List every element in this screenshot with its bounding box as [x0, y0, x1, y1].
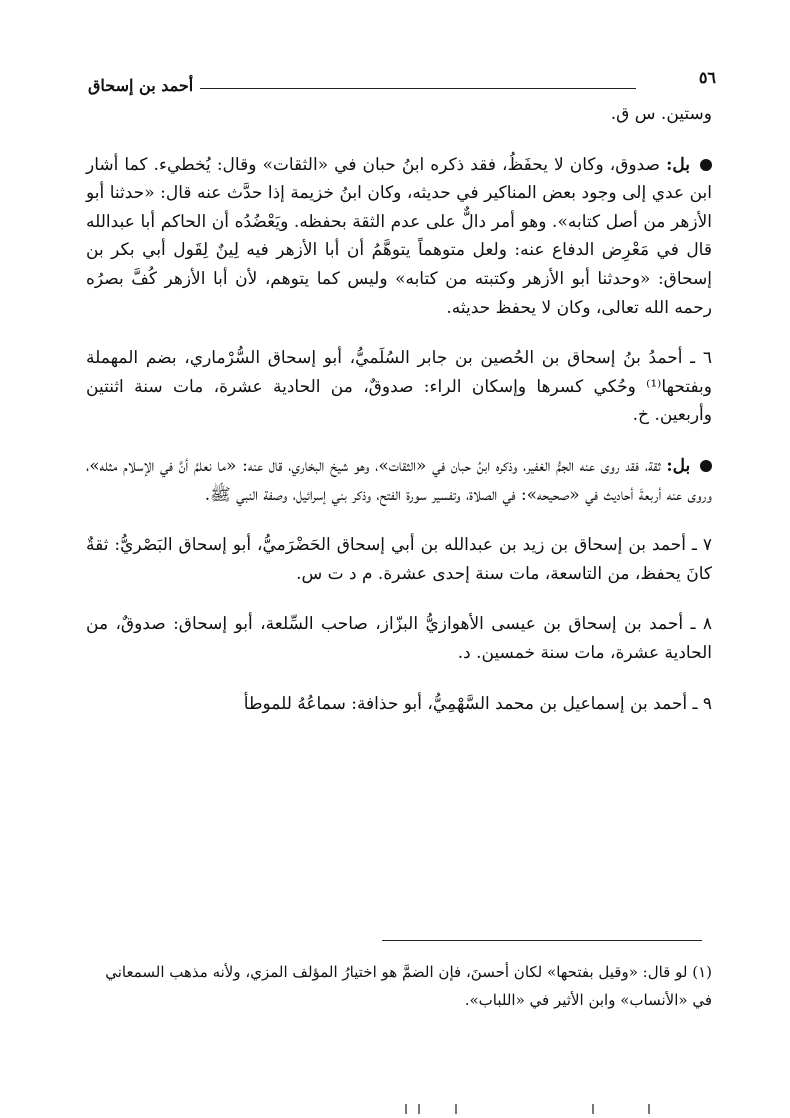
paragraph-text: ٦ ـ أحمدُ بنُ إسحاق بن الحُصين بن جابر السُلَميُّ، أبو إسحاق السُّرْماري، بضم المهملة وبفتحها⁽¹⁾ وحُكي كسرها وإسكان الراء: صدوقٌ، من الحادية عشرة، مات سنة اثنتين وأربعين. خ.	[86, 348, 712, 426]
bullet-icon	[700, 460, 712, 472]
main-text	[86, 100, 712, 718]
entry-paragraph	[86, 690, 712, 719]
entry-paragraph	[86, 531, 712, 588]
paragraph-text: صدوق، وكان لا يحفَظُ، فقد ذكره ابنُ حبان في «الثقات» وقال: يُخطيء. كما أشار ابن عدي إلى وجود بعض المناكير في حديثه، وكان ابنُ خزيمة إذا حدَّث عنه قال: «حدثنا أبو الأزهر من أصل كتابه». وهو أمر دالٌّ على عدم الثقة بحفظه. ويَعْضُدُه أن الحاكم أبا عبدالله قال في مَعْرِض الدفاع عنه: ولعل متوهماً يتوهَّمُ أن أبا الأزهر فيه لِينٌ لِقَول أبي بكر بن إسحاق: «وحدثنا أبو الأزهر وكتبته من كتابه» وليس كما يتوهم، لأن أبا الأزهر كُفَّ بصرُه رحمه الله تعالى، وكان لا يحفظ حديثه.	[86, 154, 712, 318]
commentary-paragraph	[86, 151, 712, 323]
footnote-rule	[382, 940, 702, 941]
paragraph-text: ٨ ـ أحمد بن إسحاق بن عيسى الأهوازيُّ البزّاز، صاحب السِّلعة، أبو إسحاق: صدوقٌ، من الحادية عشرة، مات سنة خمسين. د.	[86, 614, 712, 663]
paragraph-text: ٧ ـ أحمد بن إسحاق بن زيد بن عبدالله بن أبي إسحاق الحَضْرَميُّ، أبو إسحاق البَصْريُّ: ثقةٌ كانَ يحفظ، من التاسعة، مات سنة إحدى عشرة. م د ت س.	[86, 535, 712, 584]
entry-paragraph	[86, 610, 712, 667]
scan-speck	[455, 1104, 457, 1114]
paragraph-text: وستين. س ق.	[610, 104, 712, 124]
scan-speck	[592, 1104, 594, 1114]
page-header	[88, 62, 728, 102]
page-number: ٥٦	[698, 68, 716, 87]
paragraph-lead: بل:	[666, 154, 690, 175]
footnote	[86, 958, 712, 1014]
scan-speck	[418, 1104, 420, 1114]
entry-paragraph	[86, 344, 712, 430]
scan-speck	[405, 1104, 407, 1114]
scan-artifacts	[0, 1098, 790, 1118]
running-title: أحمد بن إسحاق	[88, 76, 194, 95]
commentary-paragraph	[86, 452, 712, 509]
footnote-text: (١) لو قال: «وقيل بفتحها» لكان أحسنَ، فإن الضمَّ هو اختيارُ المؤلف المزي، ولأنه مذهب السمعاني في «الأنساب» وابن الأثير في «اللباب».	[105, 963, 712, 1009]
bullet-icon	[700, 159, 712, 171]
paragraph-lead: بل:	[666, 455, 691, 476]
scan-speck	[648, 1104, 650, 1114]
paragraph-text: ثقة، فقد روى عنه الجمُّ الغفير، وذكره ابنُ حبان في «الثقات»، وهو شيخ البخاري، قال عنه: «ما نعلمُ أنَّ في الإسلام مثله»، وروى عنه أربعةَ أحاديث في «صحيحه»: في الصلاة، وتفسير سورة الفتح، وذكر بني إسرائيل، وصفة النبي ﷺ.	[86, 455, 712, 505]
paragraph-text: ٩ ـ أحمد بن إسماعيل بن محمد السَّهْمِيُّ، أبو حذافة: سماعُهُ للموطأ	[243, 693, 712, 714]
header-rule	[200, 88, 636, 89]
paragraph-continuation	[86, 100, 712, 129]
